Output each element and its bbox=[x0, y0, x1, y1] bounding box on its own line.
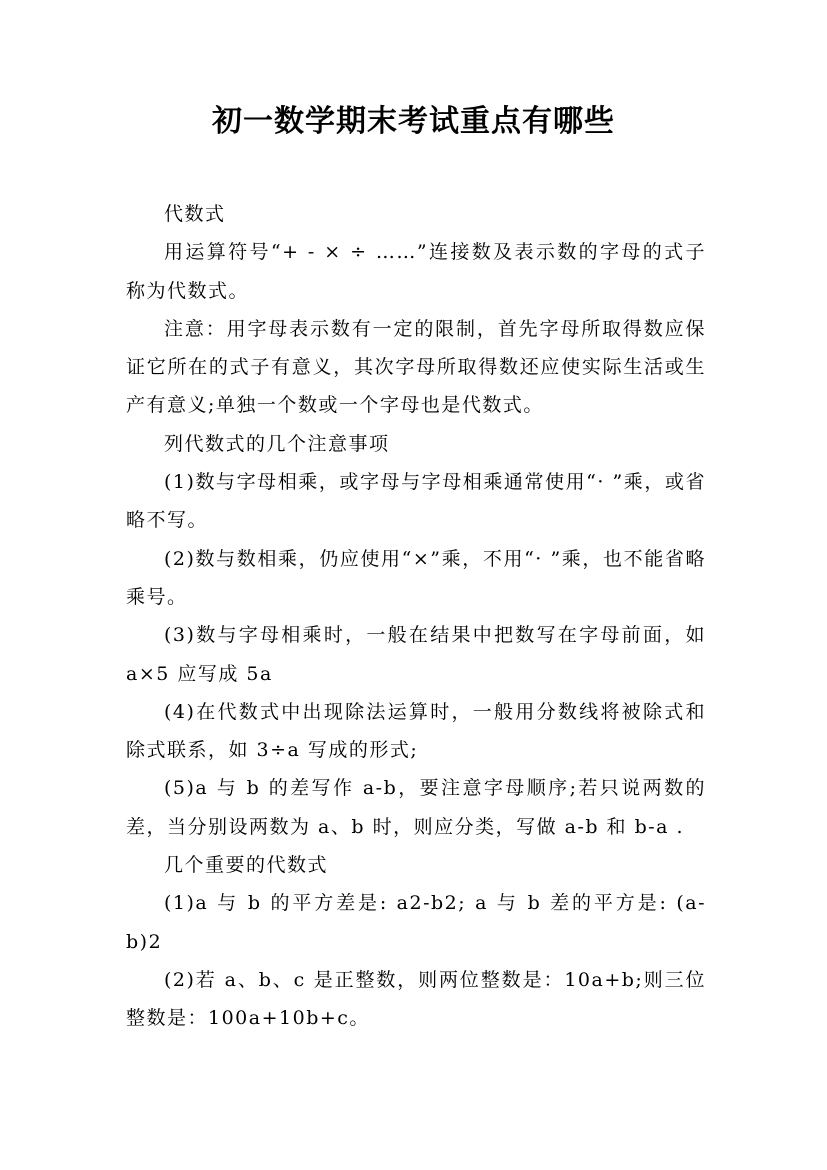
paragraph-rule-5: (5)a 与 b 的差写作 a-b，要注意字母顺序;若只说两数的差，当分别设两数为 a、b 时，则应分类，写做 a-b 和 b-a . bbox=[126, 777, 706, 838]
paragraph-rule-3: (3)数与字母相乘时，一般在结果中把数写在字母前面，如 a×5 应写成 5a bbox=[126, 624, 706, 685]
document-body bbox=[126, 195, 706, 1038]
paragraph-rule-2: (2)数与数相乘，仍应使用“×”乘，不用“· ”乘，也不能省略乘号。 bbox=[126, 547, 706, 608]
paragraph-important-2: (2)若 a、b、c 是正整数，则两位整数是：10a+b;则三位整数是：100a+10b+c。 bbox=[126, 968, 706, 1030]
document-title: 初一数学期末考试重点有哪些 bbox=[212, 104, 615, 139]
paragraph-important-1: (1)a 与 b 的平方差是: a2-b2; a 与 b 差的平方是: (a-b)2 bbox=[126, 892, 706, 953]
paragraph-definition: 用运算符号“+ - × ÷ ……”连接数及表示数的字母的式子称为代数式。 bbox=[126, 241, 706, 302]
paragraph-rule-1: (1)数与字母相乘，或字母与字母相乘通常使用“· ”乘，或省略不写。 bbox=[126, 471, 706, 532]
paragraph-heading-important: 几个重要的代数式 bbox=[164, 854, 329, 877]
paragraph-note: 注意：用字母表示数有一定的限制，首先字母所取得数应保证它所在的式子有意义，其次字母所取得数还应使实际生活或生产有意义;单独一个数或一个字母也是代数式。 bbox=[126, 317, 706, 417]
paragraph-heading-algebraic-expression: 代数式 bbox=[164, 203, 226, 225]
paragraph-rule-4: (4)在代数式中出现除法运算时，一般用分数线将被除式和除式联系，如 3÷a 写成的形式; bbox=[126, 700, 706, 762]
paragraph-heading-notes: 列代数式的几个注意事项 bbox=[164, 432, 390, 455]
